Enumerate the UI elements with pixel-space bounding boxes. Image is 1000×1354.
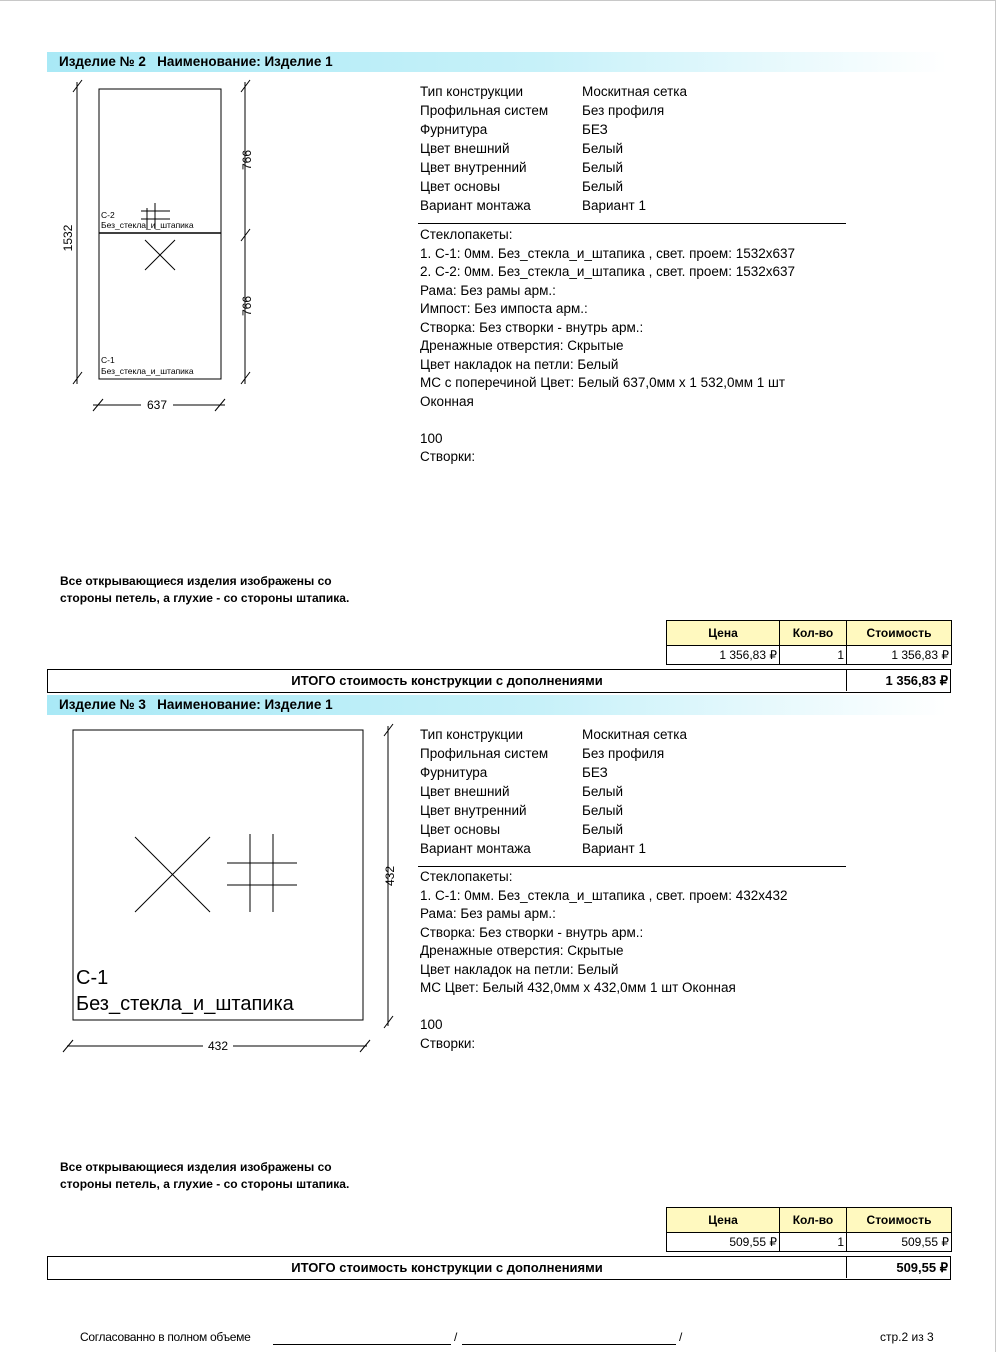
page-number: стр.2 из 3 [880,1330,934,1344]
total-value: 509,55 ₽ [896,1260,948,1275]
property-value: Белый [582,141,624,156]
detail-line: Створка: Без створки - внутрь арм.: [420,924,644,940]
price-header: Цена [667,1208,780,1233]
property-value: Белый [582,803,624,818]
drawing-note [60,573,349,607]
qty-value: 1 [780,646,847,665]
property-row [420,139,687,158]
property-value: Белый [582,179,624,194]
property-row [420,744,687,763]
cost-header: Стоимость [847,1208,952,1233]
product-drawing [55,78,270,418]
property-key: Тип конструкции [420,84,524,99]
property-key: Цвет внутренний [420,160,527,175]
detail-line: 1. С-1: 0мм. Без_стекла_и_штапика , свет. проем: 1532x637 [420,245,796,261]
property-row [420,101,687,120]
total-value: 1 356,83 ₽ [885,673,948,688]
total-label: ИТОГО стоимость конструкции с дополнениями [48,1257,847,1278]
detail-line: Створка: Без створки - внутрь арм.: [420,319,644,335]
property-row [420,725,687,744]
product-properties [420,82,687,215]
qty-value: 1 [780,1233,847,1252]
detail-line: Створки: [420,449,476,464]
product-details [420,226,795,467]
detail-line: МС с поперечиной Цвет: Белый 637,0мм x 1 532,0мм 1 шт [420,375,786,390]
note-line: стороны петель, а глухие - со стороны штапика. [60,1177,350,1191]
product-drawing [55,722,400,1057]
property-row [420,196,687,215]
detail-line: Цвет накладок на петли: Белый [420,356,619,372]
property-key: Цвет внешний [420,784,510,799]
price-value: 509,55 ₽ [667,1233,780,1252]
property-row [420,782,687,801]
property-row [420,820,687,839]
price-table [666,620,952,665]
pane-top-name: Без_стекла_и_штапика [101,220,194,230]
pane-bottom-id: С-1 [101,355,115,365]
width-label: 432 [207,1039,229,1053]
divider [418,866,846,867]
pane-top-id: С-2 [101,210,115,220]
detail-line [420,411,795,430]
signature-slash: / [454,1330,458,1344]
detail-line: Цвет накладок на петли: Белый [420,961,619,977]
property-key: Вариант монтажа [420,198,531,213]
property-value: Вариант 1 [582,198,646,213]
property-row [420,763,687,782]
detail-line: Оконная [420,393,474,409]
property-value: БЕЗ [582,122,608,137]
total-label: ИТОГО стоимость конструкции с дополнениями [48,670,847,691]
detail-line: Стеклопакеты: [420,869,513,884]
frame-outline [99,89,221,379]
property-key: Тип конструкции [420,727,524,742]
property-value: Москитная сетка [582,84,688,99]
total-row [47,1256,951,1280]
property-row [420,120,687,139]
detail-line: Дренажные отверстия: Скрытые [420,943,624,958]
drawing-note [60,1159,349,1193]
property-row [420,177,687,196]
product-properties [420,725,687,858]
note-line: Все открывающиеся изделия изображены со [60,1160,332,1174]
property-row [420,158,687,177]
pane-bottom-name: Без_стекла_и_штапика [101,366,194,376]
detail-line: 1. С-1: 0мм. Без_стекла_и_штапика , свет. проем: 432x432 [420,887,788,903]
property-row [420,839,687,858]
price-header: Цена [667,621,780,646]
property-key: Профильная систем [420,746,549,761]
property-key: Фурнитура [420,765,488,780]
property-key: Цвет внешний [420,141,510,156]
property-key: Цвет основы [420,822,501,837]
product-header: Изделие № 2 Наименование: Изделие 1 [47,52,947,72]
detail-line: Импост: Без импоста арм.: [420,301,588,316]
property-value: Москитная сетка [582,727,688,742]
detail-line: 100 [420,1017,443,1032]
property-key: Фурнитура [420,122,488,137]
frame-outline [73,730,363,1020]
detail-line: Створки: [420,1035,476,1051]
height-label: 432 [383,865,397,887]
detail-line: Рама: Без рамы арм.: [420,906,556,921]
note-line: Все открывающиеся изделия изображены со [60,574,332,588]
product-header: Изделие № 3 Наименование: Изделие 1 [47,695,947,715]
property-value: Без профиля [582,746,665,761]
property-key: Цвет внутренний [420,803,527,818]
property-value: БЕЗ [582,765,608,780]
qty-header: Кол-во [780,621,847,646]
detail-line: 2. С-2: 0мм. Без_стекла_и_штапика , свет. проем: 1532x637 [420,264,796,279]
property-key: Вариант монтажа [420,841,531,856]
agreement-label: Согласованно в полном объеме [80,1330,251,1344]
detail-line: МС Цвет: Белый 432,0мм x 432,0мм 1 шт Оконная [420,980,736,995]
product-details [420,868,788,1053]
divider [418,223,846,224]
property-value: Белый [582,160,624,175]
property-value: Белый [582,784,624,799]
property-value: Без профиля [582,103,665,118]
qty-header: Кол-во [780,1208,847,1233]
total-row [47,669,951,693]
signature-line [273,1344,451,1345]
property-row [420,82,687,101]
detail-line: 100 [420,430,443,446]
pane-name: Без_стекла_и_штапика [76,993,294,1015]
width-label: 637 [146,398,168,412]
note-line: стороны петель, а глухие - со стороны штапика. [60,591,350,605]
property-value: Вариант 1 [582,841,646,856]
pane-id: С-1 [76,967,109,989]
name-slash: / [679,1330,683,1344]
top-section-label: 766 [240,149,254,171]
price-value: 1 356,83 ₽ [667,646,780,665]
property-value: Белый [582,822,624,837]
detail-line: Рама: Без рамы арм.: [420,282,556,298]
detail-line [420,998,788,1017]
cost-value: 1 356,83 ₽ [847,646,952,665]
cost-header: Стоимость [847,621,952,646]
cost-value: 509,55 ₽ [847,1233,952,1252]
property-key: Цвет основы [420,179,501,194]
price-table [666,1207,952,1252]
height-label: 1532 [61,224,75,252]
name-line [462,1344,676,1345]
property-row [420,801,687,820]
bottom-section-label: 766 [240,295,254,317]
detail-line: Стеклопакеты: [420,227,513,242]
property-key: Профильная систем [420,103,549,118]
detail-line: Дренажные отверстия: Скрытые [420,338,624,353]
